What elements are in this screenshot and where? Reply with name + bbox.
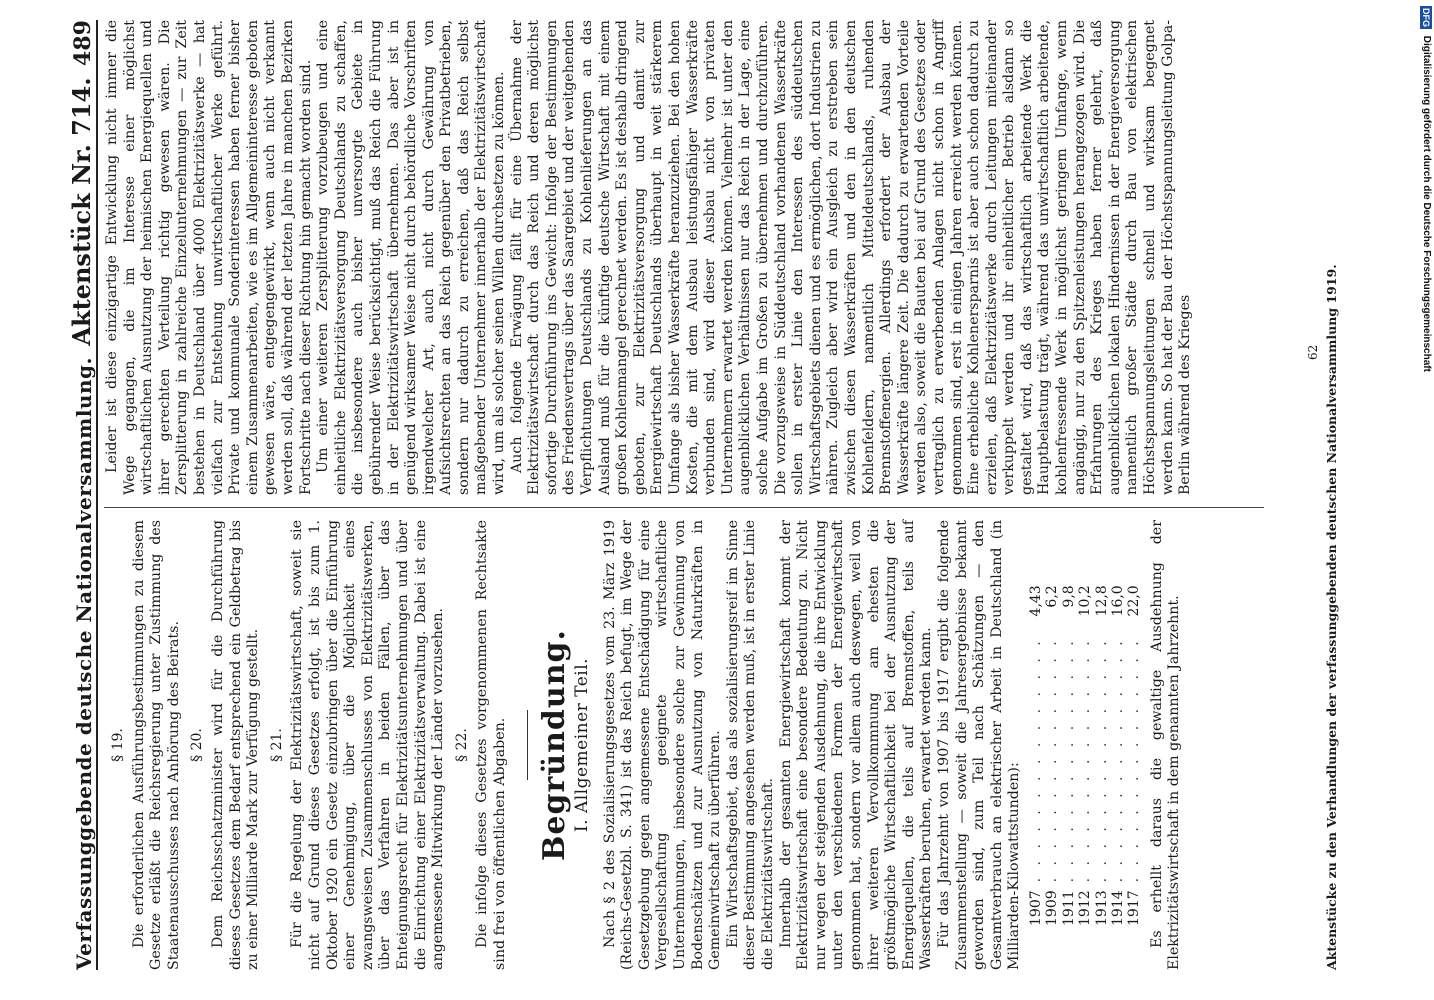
page-header [60,20,98,970]
section-text: Für die Regelung der Elektrizitätswirtschaft, soweit sie nicht auf Grund dieses Gesetzes erfolgt, ist bis zum 1. Oktober 1920 ein Gesetz einzubringen über die Einführung einer Genehmigung, über die Möglichkeit eines zwangsweisen Zusammenschlusses von Elektrizitätswerken, über das Verfahren in beiden Fällen, über das Enteignungsrecht für Elektrizitätsunternehmungen und über die Einrichtung einer Elektrizitätsverwaltung. Dabei ist eine angemessene Mitwirkung der Länder vorzusehen. [289,520,447,970]
credit-text: Digitalisierung gefördert durch die Deutsche Forschungsgemeinschaft [1421,35,1432,372]
section-text: Die erforderlichen Ausführungsbestimmungen zu diesem Gesetze erläßt die Reichsregierung unter Zustimmung des Staatenausschusses nach Anhörung des Beirats. [130,520,182,970]
year-cell: 1911 [1060,890,1077,926]
leader-dots: . . . . . . . . . . . . . . . [1060,637,1077,883]
value-cell: 16,0 [1109,585,1126,617]
paragraph: Ein Wirtschaftsgebiet, das als sozialisierungsreif im Sinne dieser Bestimmung angesehen werden muß, ist in erster Linie die Elektrizitätswirtschaft. [724,520,776,970]
leader-dots: . . . . . . . . . . . . . . . [1027,637,1044,883]
year-cell: 1914 [1109,890,1126,926]
table-row [1061,581,1077,930]
header-document-number: Aktenstück Nr. 714. [67,77,96,346]
table-row [1077,581,1093,930]
page-number: 489 [70,20,96,66]
year-cell: 1912 [1077,890,1094,926]
section-heading: § 21. [268,728,285,762]
dfg-logo: DFG [1421,8,1431,27]
right-column [104,20,1195,495]
table-row [1110,581,1126,930]
section-heading: § 22. [453,728,470,762]
paragraph: Leider ist diese einzigartige Entwicklung nicht immer die Wege gegangen, die im Interesse einer möglichst wirtschaftlichen Ausnutzung der heimischen Energiequellen und ihrer gerechten Verteilung richtig gewesen wären. Die Zersplitterung in zahlreiche Einzelunternehmungen — zur Zeit bestehen in Deutschland über 4000 Elektrizitätswerke — hat vielfach zur Entstehung unwirtschaftlicher Werke geführt. Private und kommunale Sonderinteressen haben ferner bisher einem Zusammenarbeiten, wie es im Allgemeininteresse geboten gewesen wäre, entgegengewirkt, wenn auch nicht verkannt werden soll, daß während der letzten Jahre in manchen Bezirken Fortschritte nach dieser Richtung hin gemacht worden sind. [104,20,314,495]
year-cell: 1909 [1044,890,1061,926]
section-text: Die infolge dieses Gesetzes vorgenommenen Rechtsakte sind frei von öffentlichen Abgaben. [474,520,508,970]
leader-dots: . . . . . . . . . . . . . . . [1044,637,1061,883]
explanation-title: Begründung. [537,629,573,861]
leader-dots: . . . . . . . . . . . . . . . [1109,637,1126,883]
value-cell: 22,0 [1126,585,1143,617]
leader-dots: . . . . . . . . . . . . . . . [1077,637,1094,883]
paragraph: Es erhellt daraus die gewaltige Ausdehnung der Elektrizitätswirtschaft in dem genannten Jahrzehnt. [1148,520,1183,970]
part-title: I. Allgemeiner Teil. [572,657,593,833]
table-row [1094,581,1110,930]
paragraph: Innerhalb der gesamten Energiewirtschaft kommt der Elektrizitätswirtschaft eine besondere Bedeutung zu. Nicht nur wegen der steigenden Ausdehnung, die ihre Entwicklung unter den verschiedenen Formen der Energiewirtschaft genommen hat, sondern vor allem auch deswegen, weil von ihrer weiteren Vervollkommnung am ehesten die größtmögliche Wirtschaftlichkeit bei der Ausnutzung der Energiequellen, die teils auf Brennstoffen, teils auf Wasserkräften beruhen, erwartet werden kann. [777,520,935,970]
table-row [1028,581,1044,930]
paragraph: Nach § 2 des Sozialisierungsgesetzes vom 23. März 1919 (Reichs-Gesetzbl. S. 341) ist das Reich befugt, im Wege der Gesetzgebung gegen angemessene Entschädigung für eine Vergesellschaftung geeignete wirtschaftliche Unternehmungen, insbesondere solche zur Gewinnung von Bodenschätzen und zur Ausnutzung von Naturkräften in Gemeinwirtschaft zu überführen. [601,520,724,970]
year-cell: 1913 [1093,890,1110,926]
value-cell: 10,2 [1077,585,1094,617]
header-publication: Verfassunggebende deutsche Nationalversammlung. [72,357,96,970]
value-cell: 6,2 [1044,585,1061,608]
value-cell: 12,8 [1093,585,1110,617]
left-column [104,520,1184,970]
sheet-number: 62 [1306,344,1320,360]
paragraph: Für das Jahrzehnt von 1907 bis 1917 ergibt die folgende Zusammenstellung — soweit die Jahresergebnisse bekannt geworden sind, zum Teil nach Schätzungen — den Gesamtverbrauch an elektrischer Arbeit in Deutschland (in Milliarden-Kilowattstunden): [935,520,1023,970]
value-cell: 4,43 [1027,585,1044,617]
footer-text: Aktenstücke zu den Verhandlungen der verfassunggebenden deutschen Nationalversammlung 1919. [1324,264,1339,970]
section-heading: § 19. [110,728,126,762]
section-text: Dem Reichsschatzminister wird für die Durchführung dieses Gesetzes dem Bedarf entsprechend ein Geldbetrag bis zu einer Milliarde Mark zur Verfügung gestellt. [209,520,262,970]
page-footer [1324,20,1339,970]
divider-rule [527,710,528,780]
leader-dots: . . . . . . . . . . . . . . . [1126,637,1143,883]
table-row [1126,581,1142,930]
value-cell: 9,8 [1060,585,1077,608]
year-cell: 1907 [1027,890,1044,926]
leader-dots: . . . . . . . . . . . . . . . [1093,637,1110,883]
consumption-table [1028,581,1143,930]
year-cell: 1917 [1126,890,1143,926]
paragraph: Auch folgende Erwägung fällt für eine Übernahme der Elektrizitätswirtschaft durch das Reich und deren möglichst sofortige Durchführung ins Gewicht: Infolge der Bestimmungen des Friedensvertrags über das Saargebiet und der weitgehenden Verpflichtungen Deutschlands zu Kohlenlieferungen an das Ausland muß für die künftige deutsche Wirtschaft mit einem großen Kohlenmangel gerechnet werden. Es ist deshalb dringend geboten, zur Elektrizitätsversorgung und damit zur Energiewirtschaft Deutschlands überhaupt in weit stärkerem Umfange als bisher Wasserkräfte heranzuziehen. Bei den hohen Kosten, die mit dem Ausbau leistungsfähiger Wasserkräfte verbunden sind, wird dieser Ausbau nicht von privaten Unternehmern erwartet werden können. Vielmehr ist unter den augenblicklichen Verhältnissen nur das Reich in der Lage, eine solche Aufgabe im Großen zu übernehmen und durchzuführen. Die vorzugsweise in Süddeutschland vorhandenen Wasserkräfte sollen in erster Linie den Interessen des süddeutschen Wirtschaftsgebiets dienen und es ermöglichen, dort Industrien zu nähren. Zugleich aber wird ein Ausgleich zu erstreben sein zwischen diesen Wasserkräften und den in den deutschen Kohlenfeldern, namentlich Mitteldeutschlands, ruhenden Brennstoffenergien. Allerdings erfordert der Ausbau der Wasserkräfte längere Zeit. Die dadurch zu erwartenden Vorteile werden also, soweit die Bauten bei auf Grund des Gesetzes oder vertraglich zu erwerbenden Anlagen nicht schon in Angriff genommen sind, erst in einigen Jahren erreicht werden können. Eine erhebliche Kohlenersparnis ist aber auch schon dadurch zu erzielen, daß Elektrizitätswerke durch Leitungen miteinander verkuppelt werden und ihr einheitlicher Betrieb alsdann so gestaltet wird, daß das wirtschaftlich arbeitende Werk die Hauptbelastung trägt, während das unwirtschaftlich arbeitende, kohlenfressende Werk in möglichst geringem Umfange, wenn angängig, nur zu den Spitzenleistungen herangezogen wird. Die Erfahrungen des Krieges haben ferner gelehrt, daß augenblicklichen lokalen Hindernissen in der Energieversorgung namentlich großer Städte durch Bau von elektrischen Höchstspannungsleitungen schnell und wirksam begegnet werden kann. So hat der Bau der Höchstspannungsleitung Golpa-Berlin während des Krieges [508,20,1194,495]
paragraph: Um einer weiteren Zersplitterung vorzubeugen und eine einheitliche Elektrizitätsversorgung Deutschlands zu schaffen, die insbesondere auch bisher unversorgte Gebiete in gebührender Weise berücksichtigt, muß das Reich die Führung in der Elektrizitätswirtschaft übernehmen. Das aber ist in genügend wirksamer Weise nicht durch behördliche Vorschriften irgendwelcher Art, auch nicht durch Gewährung von Aufsichtsrechten an das Reich gegenüber den Privatbetrieben, sondern nur dadurch zu erreichen, daß das Reich selbst maßgebender Unternehmer innerhalb der Elektrizitätswirtschaft wird, um als solcher seinen Willen durchsetzen zu können. [315,20,508,495]
column-divider [104,507,1264,508]
table-row [1044,581,1060,930]
section-heading: § 20. [189,728,206,762]
